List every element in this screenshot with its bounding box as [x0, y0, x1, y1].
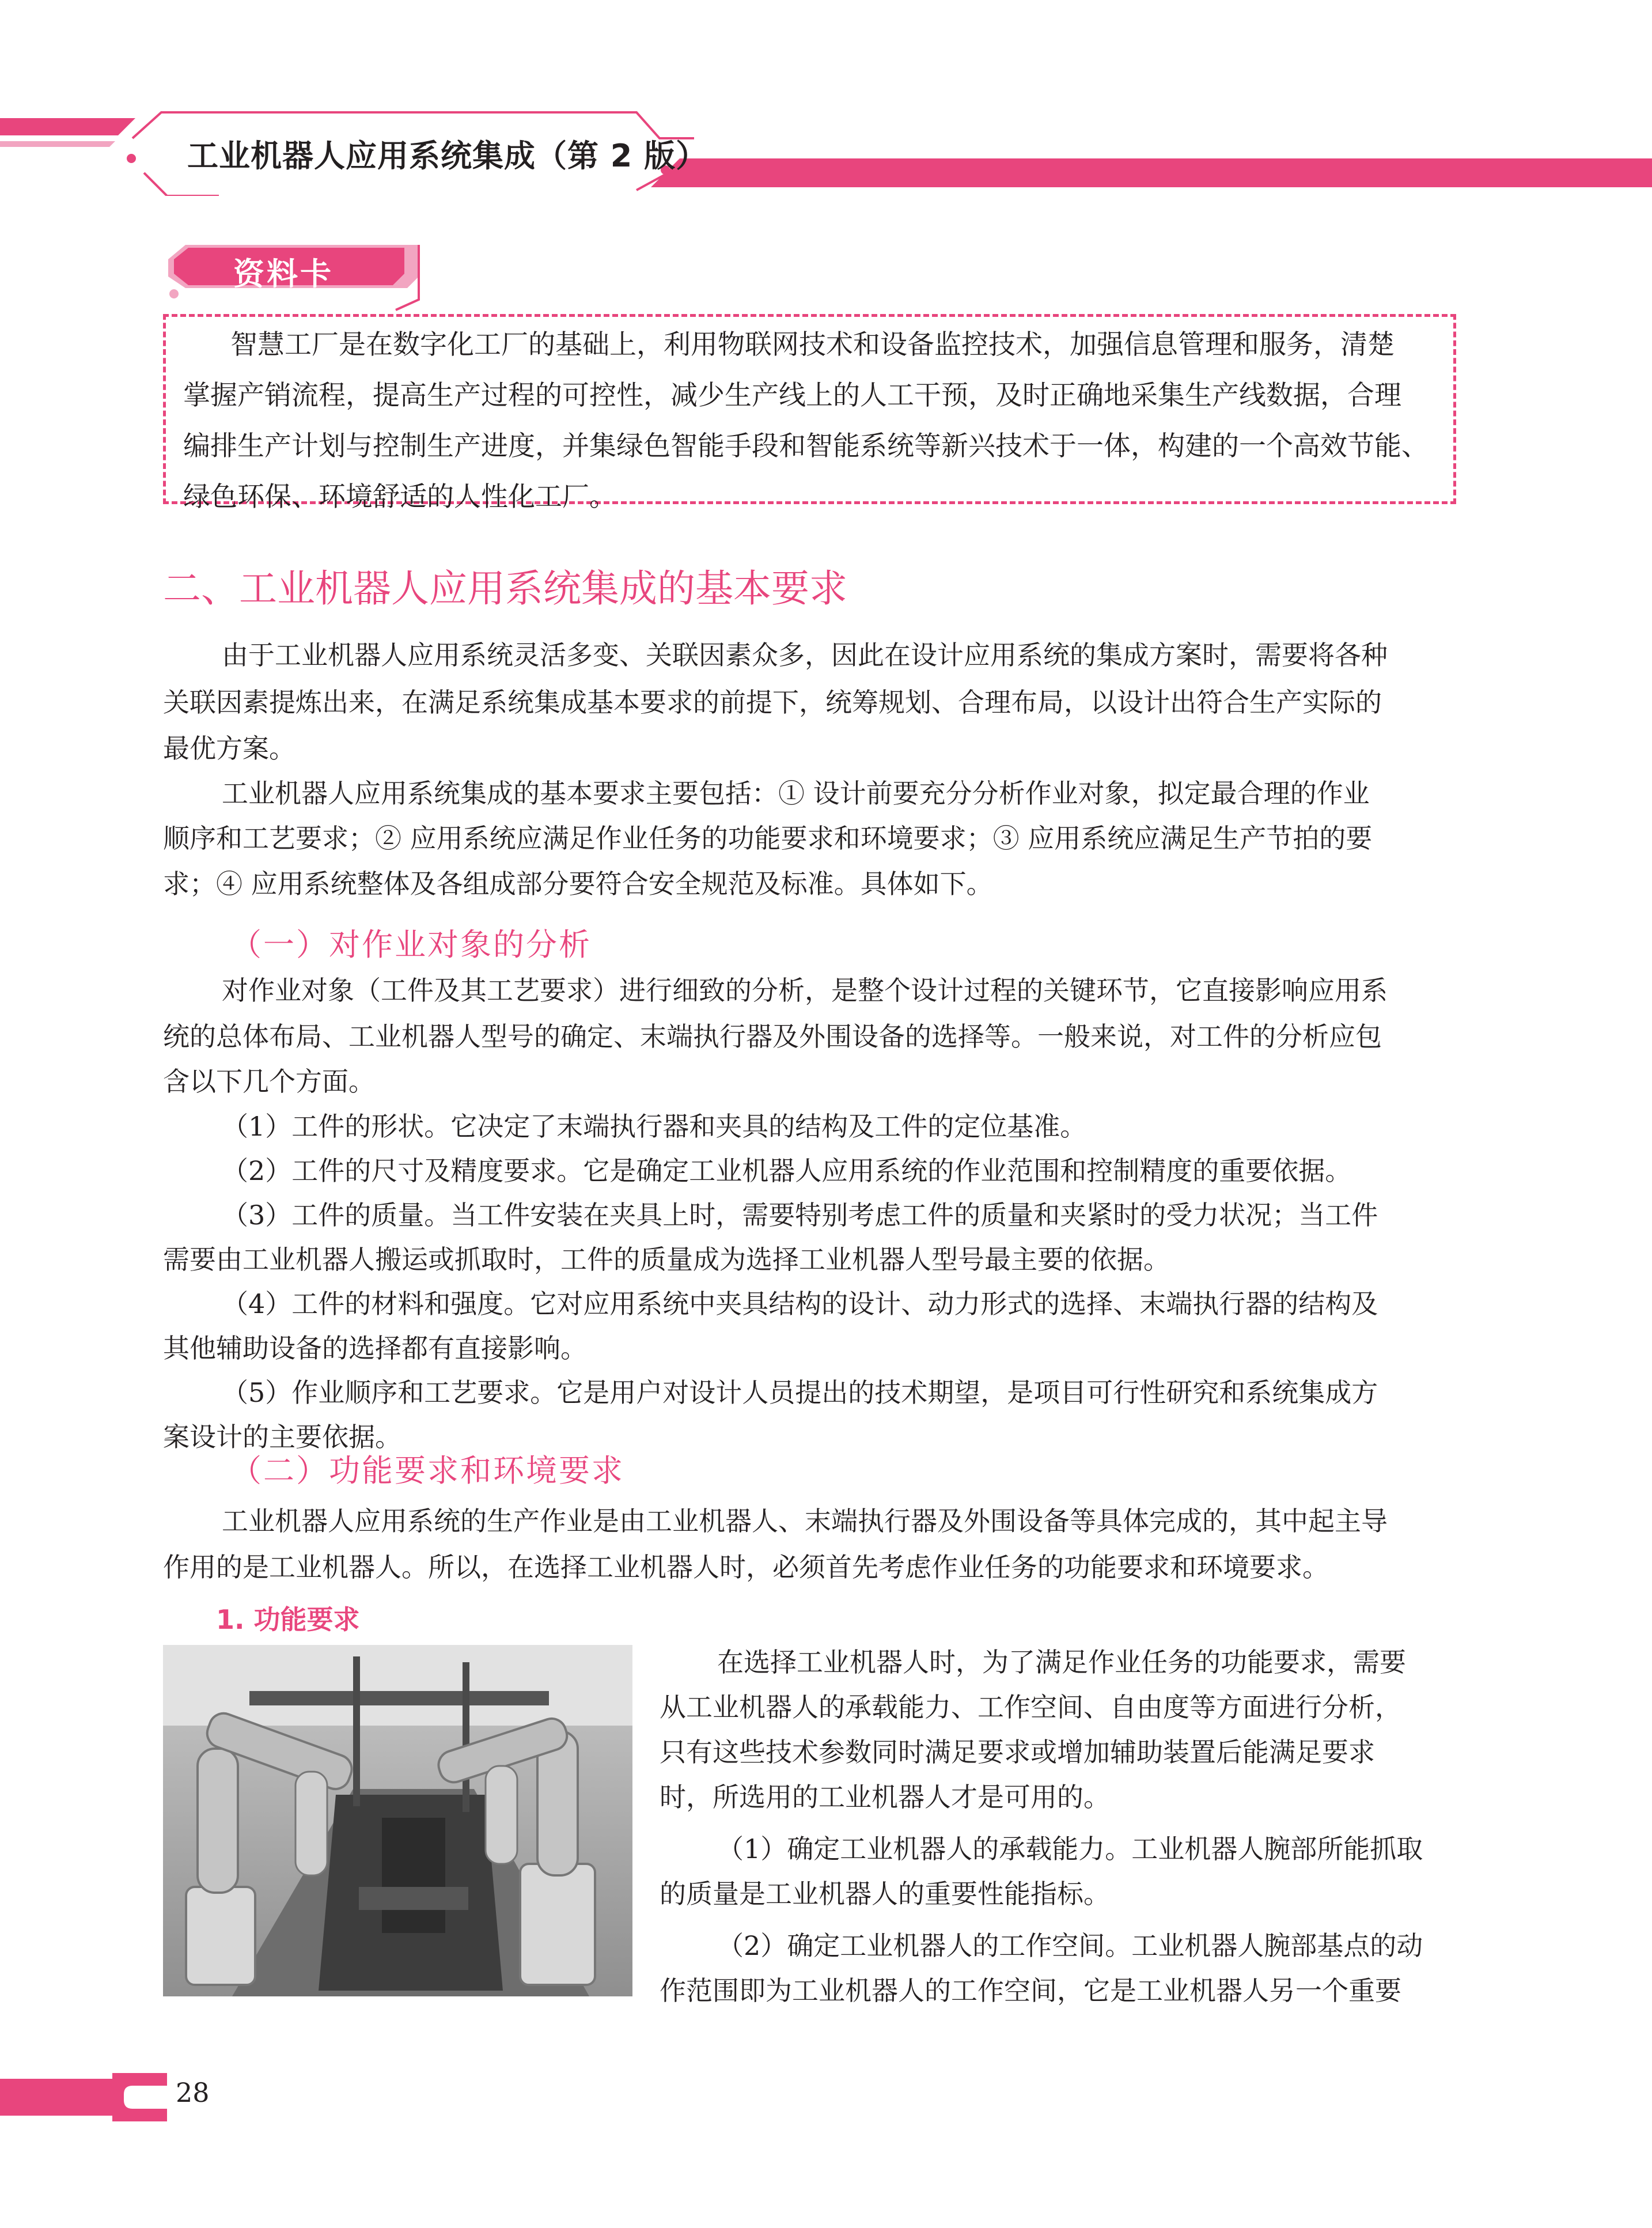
list-item: （5）作业顺序和工艺要求。它是用户对设计人员提出的技术期望，是项目可行性研究和系统集成方: [222, 1377, 1378, 1408]
subsection-heading: （一）对作业对象的分析: [230, 926, 592, 963]
body-line: 在选择工业机器人时，为了满足作业任务的功能要求，需要: [717, 1647, 1406, 1678]
body-line: 统的总体布局、工业机器人型号的确定、末端执行器及外围设备的选择等。一般来说，对工件的分析应包: [163, 1021, 1382, 1052]
body-line: 顺序和工艺要求；② 应用系统应满足作业任务的功能要求和环境要求；③ 应用系统应满足生产节拍的要: [163, 823, 1373, 854]
body-line: （1）确定工业机器人的承载能力。工业机器人腕部所能抓取: [717, 1833, 1423, 1864]
body-line: 对作业对象（工件及其工艺要求）进行细致的分析，是整个设计过程的关键环节，它直接影响应用系: [222, 975, 1388, 1006]
body-line: 时，所选用的工业机器人才是可用的。: [660, 1781, 1110, 1813]
running-title: 工业机器人应用系统集成（第 2 版）: [187, 138, 708, 174]
list-item: （2）工件的尺寸及精度要求。它是确定工业机器人应用系统的作业范围和控制精度的重要依据。: [222, 1155, 1352, 1186]
list-item-cont: 需要由工业机器人搬运或抓取时，工件的质量成为选择工业机器人型号最主要的依据。: [163, 1244, 1170, 1275]
body-line: 含以下几个方面。: [163, 1066, 375, 1097]
body-line: 求；④ 应用系统整体及各组成部分要符合安全规范及标准。具体如下。: [163, 868, 993, 899]
list-item-cont: 其他辅助设备的选择都有直接影响。: [163, 1333, 587, 1364]
page-number: 28: [176, 2077, 210, 2108]
robot-cell-photo: [163, 1645, 632, 1996]
body-line: 工业机器人应用系统集成的基本要求主要包括：① 设计前要充分分析作业对象，拟定最合理的作业: [222, 778, 1370, 809]
body-line: 只有这些技术参数同时满足要求或增加辅助装置后能满足要求: [660, 1737, 1375, 1768]
list-item: （1）工件的形状。它决定了末端执行器和夹具的结构及工件的定位基准。: [222, 1111, 1087, 1142]
body-line: 作用的是工业机器人。所以，在选择工业机器人时，必须首先考虑作业任务的功能要求和环境要求。: [163, 1552, 1329, 1583]
section-heading: 二、工业机器人应用系统集成的基本要求: [163, 566, 847, 611]
list-item: （4）工件的材料和强度。它对应用系统中夹具结构的设计、动力形式的选择、末端执行器的结构及: [222, 1288, 1378, 1319]
body-line: 从工业机器人的承载能力、工作空间、自由度等方面进行分析，: [660, 1692, 1401, 1723]
card-text-line: 智慧工厂是在数字化工厂的基础上，利用物联网技术和设备监控技术，加强信息管理和服务，清楚: [230, 329, 1395, 361]
list-item-cont: 案设计的主要依据。: [163, 1421, 401, 1452]
function-heading: 1. 功能要求: [216, 1604, 360, 1635]
list-item: （3）工件的质量。当工件安装在夹具上时，需要特别考虑工件的质量和夹紧时的受力状况；当工件: [222, 1200, 1378, 1231]
body-line: 的质量是工业机器人的重要性能指标。: [660, 1878, 1110, 1909]
body-line: 由于工业机器人应用系统灵活多变、关联因素众多，因此在设计应用系统的集成方案时，需要将各种: [222, 640, 1388, 671]
body-line: 关联因素提炼出来，在满足系统集成基本要求的前提下，统筹规划、合理布局，以设计出符合生产实际的: [163, 687, 1382, 718]
card-text-line: 绿色环保、环境舒适的人性化工厂。: [183, 481, 616, 513]
body-line: 工业机器人应用系统的生产作业是由工业机器人、末端执行器及外围设备等具体完成的，其中起主导: [222, 1505, 1388, 1537]
card-tab-label: 资料卡: [233, 256, 334, 292]
body-line: （2）确定工业机器人的工作空间。工业机器人腕部基点的动: [717, 1930, 1423, 1961]
footer-tab: [0, 2068, 173, 2126]
card-text-line: 掌握产销流程，提高生产过程的可控性，减少生产线上的人工干预，及时正确地采集生产线数据，合理: [183, 380, 1401, 411]
card-text-line: 编排生产计划与控制生产进度，并集绿色智能手段和智能系统等新兴技术于一体，构建的一个高效节能、: [183, 430, 1429, 462]
subsection-heading: （二）功能要求和环境要求: [230, 1452, 624, 1489]
body-line: 作范围即为工业机器人的工作空间，它是工业机器人另一个重要: [660, 1975, 1401, 2006]
body-line: 最优方案。: [163, 733, 295, 764]
